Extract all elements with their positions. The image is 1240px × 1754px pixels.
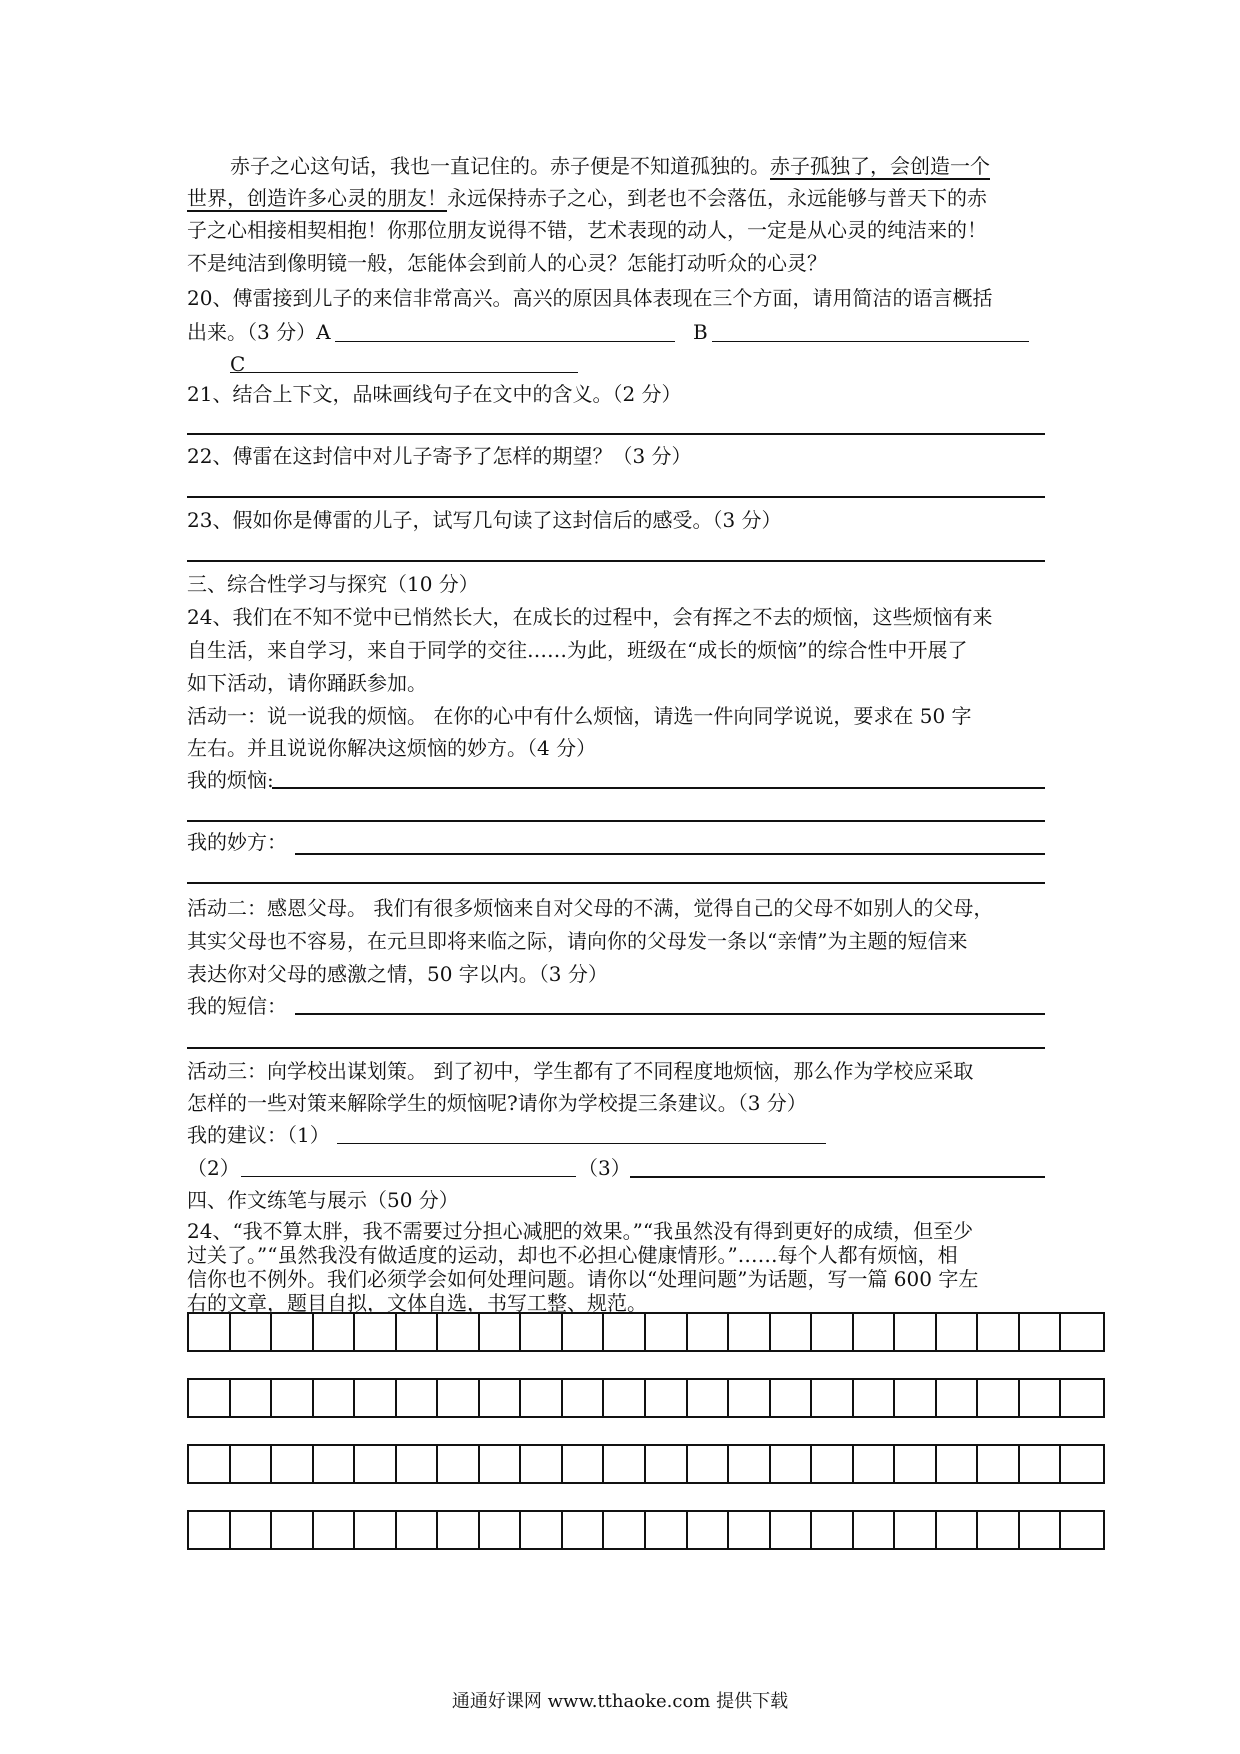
passage-line-3: 子之心相接相契相抱！你那位朋友说得不错，艺术表现的动人，一定是从心灵的纯洁来的！ <box>187 218 987 242</box>
activity-1-line-1: 活动一：说一说我的烦恼。 在你的心中有什么烦恼，请选一件向同学说说，要求在 50 字 <box>187 704 972 728</box>
essay-prompt-line-1: 24、“我不算太胖，我不需要过分担心减肥的效果。”“我虽然没有得到更好的成绩，但至少 <box>187 1219 974 1243</box>
answer-blank-b[interactable] <box>712 341 1029 342</box>
essay-grid-row-2[interactable] <box>187 1378 1105 1418</box>
question-22: 22、傅雷在这封信中对儿子寄予了怎样的期望？（3 分） <box>187 444 692 468</box>
activity-3-line-2: 怎样的一些对策来解除学生的烦恼呢?请你为学校提三条建议。（3 分） <box>187 1091 807 1115</box>
footer-credit: 通通好课网 www.tthaoke.com 提供下载 <box>451 1691 789 1712</box>
activity-3-line-1: 活动三：向学校出谋划策。 到了初中，学生都有了不同程度地烦恼，那么作为学校应采取 <box>187 1059 974 1083</box>
activity-2-line-2: 其实父母也不容易，在元旦即将来临之际，请向你的父母发一条以“亲情”为主题的短信来 <box>187 929 968 953</box>
suggestion-2-label: （2） <box>187 1156 240 1180</box>
passage-text: 赤子之心这句话，我也一直记住的。赤子便是不知道孤独的。 <box>230 154 770 178</box>
answer-line-23[interactable] <box>187 560 1045 562</box>
answer-line-21[interactable] <box>187 433 1045 435</box>
question-24-line-2: 自生活，来自学习，来自于同学的交往……为此，班级在“成长的烦恼”的综合性中开展了 <box>187 638 968 662</box>
my-remedy-label: 我的妙方： <box>187 830 287 854</box>
essay-prompt-line-4: 右的文章，题目自拟，文体自选，书写工整、规范。 <box>187 1291 647 1315</box>
label-b: B <box>693 320 708 344</box>
my-sms-line[interactable] <box>295 1013 1045 1015</box>
question-20-cont: 出来。（3 分）A <box>187 320 331 344</box>
suggestion-3-label: （3） <box>578 1156 631 1180</box>
suggestion-2-line[interactable] <box>241 1176 576 1177</box>
underlined-sentence: 世界，创造许多心灵的朋友！ <box>187 186 447 210</box>
my-remedy-line[interactable] <box>295 853 1045 855</box>
passage-line-2 <box>187 184 1057 212</box>
question-21: 21、结合上下文，品味画线句子在文中的含义。（2 分） <box>187 382 682 406</box>
essay-prompt-line-2: 过关了。”“虽然我没有做适度的运动，却也不必担心健康情形。”……每个人都有烦恼，相 <box>187 1243 958 1267</box>
my-sms-line-2[interactable] <box>187 1047 1045 1049</box>
suggestion-1-line[interactable] <box>337 1143 826 1144</box>
answer-line-22[interactable] <box>187 496 1045 498</box>
my-sms-label: 我的短信： <box>187 994 287 1018</box>
question-24-line-3: 如下活动，请你踊跃参加。 <box>187 671 427 695</box>
question-20: 20、傅雷接到儿子的来信非常高兴。高兴的原因具体表现在三个方面，请用简洁的语言概括 <box>187 286 993 310</box>
activity-1-line-2: 左右。并且说说你解决这烦恼的妙方。（4 分） <box>187 736 597 760</box>
activity-2-line-1: 活动二：感恩父母。 我们有很多烦恼来自对父母的不满，觉得自己的父母不如别人的父母， <box>187 896 994 920</box>
my-trouble-line-2[interactable] <box>187 820 1045 822</box>
my-suggestion-label: 我的建议：（1） <box>187 1123 330 1147</box>
answer-blank-a[interactable] <box>335 341 675 342</box>
question-23: 23、假如你是傅雷的儿子，试写几句读了这封信后的感受。（3 分） <box>187 508 782 532</box>
essay-prompt-line-3: 信你也不例外。我们必须学会如何处理问题。请你以“处理问题”为话题，写一篇 600 字左 <box>187 1267 979 1291</box>
essay-grid-row-4[interactable] <box>187 1510 1105 1550</box>
suggestion-3-line[interactable] <box>630 1176 1045 1178</box>
passage-line-4: 不是纯洁到像明镜一般，怎能体会到前人的心灵？怎能打动听众的心灵？ <box>187 251 827 275</box>
my-trouble-label: 我的烦恼: <box>187 768 274 792</box>
activity-2-line-3: 表达你对父母的感激之情，50 字以内。（3 分） <box>187 962 608 986</box>
passage-text: 永远保持赤子之心，到老也不会落伍，永远能够与普天下的赤 <box>447 186 987 210</box>
my-remedy-line-2[interactable] <box>187 882 1045 884</box>
essay-grid-row-3[interactable] <box>187 1444 1105 1484</box>
my-trouble-line[interactable] <box>272 787 1045 789</box>
passage-line-1 <box>230 152 1100 180</box>
answer-blank-c[interactable] <box>230 372 578 373</box>
question-24-line-1: 24、我们在不知不觉中已悄然长大，在成长的过程中，会有挥之不去的烦恼，这些烦恼有来 <box>187 605 993 629</box>
underlined-sentence: 赤子孤独了，会创造一个 <box>770 154 990 178</box>
label-c: C <box>230 352 246 376</box>
essay-grid-row-1[interactable] <box>187 1312 1105 1352</box>
section-3-title: 三、综合性学习与探究（10 分） <box>187 572 479 596</box>
section-4-title: 四、作文练笔与展示（50 分） <box>187 1188 459 1212</box>
